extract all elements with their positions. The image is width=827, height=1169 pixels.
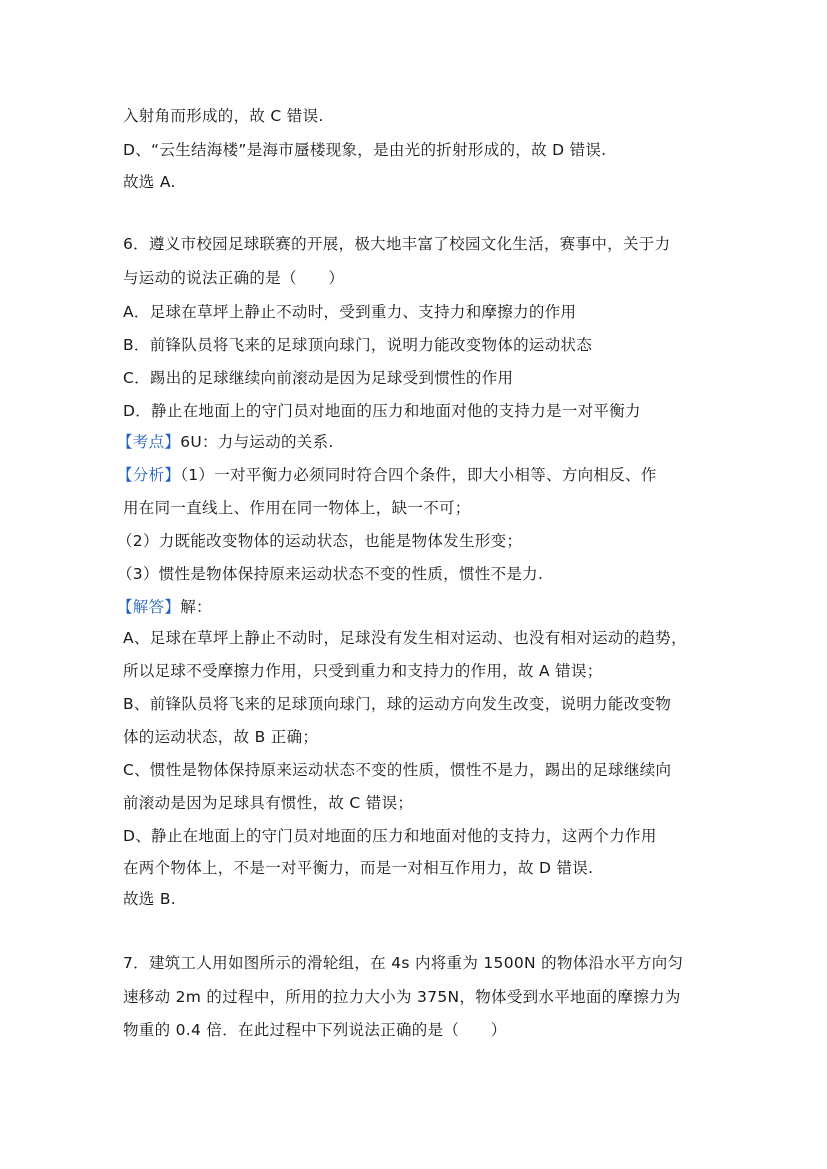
solution-a-line-1: A、足球在草坪上静止不动时，足球没有发生相对运动、也没有相对运动的趋势， xyxy=(123,629,687,647)
solution-b-line-2: 体的运动状态，故 B 正确； xyxy=(123,728,319,746)
q6-option-d: D．静止在地面上的守门员对地面的压力和地面对他的支持力是一对平衡力 xyxy=(123,402,641,420)
q6-option-c: C．踢出的足球继续向前滚动是因为足球受到惯性的作用 xyxy=(123,369,514,387)
solution-c-line-2: 前滚动是因为足球具有惯性，故 C 错误； xyxy=(123,794,414,812)
solution-d-line-1: D、静止在地面上的守门员对地面的压力和地面对他的支持力，这两个力作用 xyxy=(123,827,657,845)
q6-option-b: B．前锋队员将飞来的足球顶向球门，说明力能改变物体的运动状态 xyxy=(123,336,593,354)
q7-stem-line-2: 速移动 2m 的过程中，所用的拉力大小为 375N，物体受到水平地面的摩擦力为 xyxy=(123,988,681,1006)
prev-solution-line-1: 入射角而形成的，故 C 错误. xyxy=(123,107,324,125)
fenxi-line-2: 用在同一直线上、作用在同一物体上，缺一不可； xyxy=(123,499,471,517)
kaodian-text: 6U：力与运动的关系. xyxy=(180,433,334,451)
q6-answer: 故选 B. xyxy=(123,890,176,908)
q6-stem-line-1: 6．遵义市校园足球联赛的开展，极大地丰富了校园文化生活，赛事中，关于力 xyxy=(123,235,671,253)
jieda-text: 解： xyxy=(180,598,212,616)
q6-jieda xyxy=(117,597,212,617)
solution-b-line-1: B、前锋队员将飞来的足球顶向球门，球的运动方向发生改变，说明力能改变物 xyxy=(123,695,672,713)
fenxi-line-4: （3）惯性是物体保持原来运动状态不变的性质，惯性不是力. xyxy=(117,565,544,583)
prev-solution-answer: 故选 A. xyxy=(123,173,176,191)
q6-stem-line-2: 与运动的说法正确的是（ ） xyxy=(123,269,345,287)
q6-kaodian xyxy=(117,432,334,452)
jieda-tag: 【解答】 xyxy=(117,598,181,616)
solution-d-line-2: 在两个物体上，不是一对平衡力，而是一对相互作用力，故 D 错误. xyxy=(123,859,594,877)
solution-c-line-1: C、惯性是物体保持原来运动状态不变的性质，惯性不是力，踢出的足球继续向 xyxy=(123,761,672,779)
solution-a-line-2: 所以足球不受摩擦力作用，只受到重力和支持力的作用，故 A 错误； xyxy=(123,662,603,680)
fenxi-line-3: （2）力既能改变物体的运动状态，也能是物体发生形变； xyxy=(117,532,523,550)
q6-fenxi xyxy=(117,465,657,485)
q7-stem-line-1: 7．建筑工人用如图所示的滑轮组，在 4s 内将重为 1500N 的物体沿水平方向匀 xyxy=(123,954,684,972)
q7-stem-line-3: 物重的 0.4 倍．在此过程中下列说法正确的是（ ） xyxy=(123,1021,507,1039)
kaodian-tag: 【考点】 xyxy=(117,433,181,451)
fenxi-line-1: （1）一对平衡力必须同时符合四个条件，即大小相等、方向相反、作 xyxy=(180,466,657,484)
q6-option-a: A．足球在草坪上静止不动时，受到重力、支持力和摩擦力的作用 xyxy=(123,303,577,321)
fenxi-tag: 【分析】 xyxy=(117,466,181,484)
prev-solution-line-2: D、“云生结海楼”是海市蜃楼现象，是由光的折射形成的，故 D 错误. xyxy=(123,141,607,159)
